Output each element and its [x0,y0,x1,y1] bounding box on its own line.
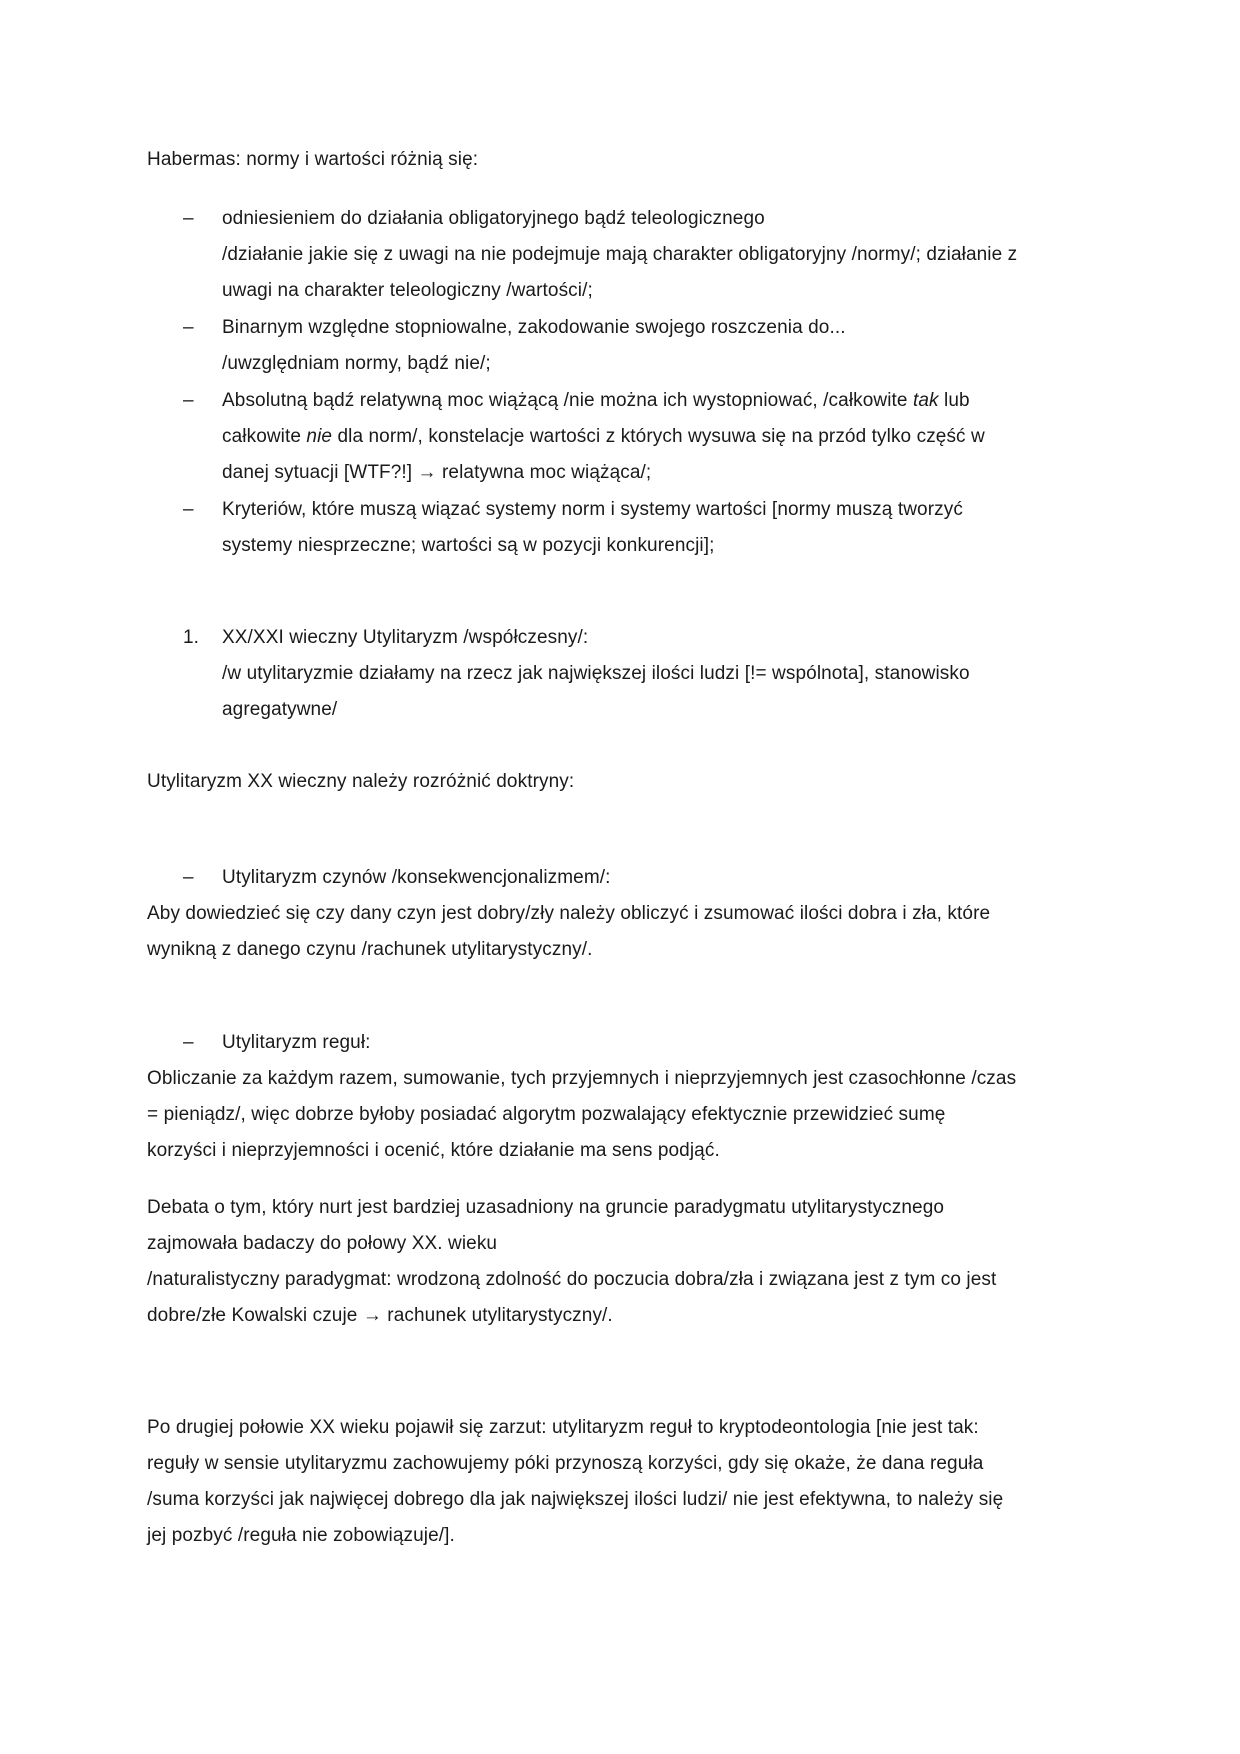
paragraph-5-line-2: reguły w sensie utylitaryzmu zachowujemy póki przynoszą korzyści, gdy się okaże, że dana reguła [147,1453,984,1474]
bullet-3-line-1: Absolutną bądź relatywną moc wiążącą /nie można ich wystopniować, /całkowite tak lub [222,390,970,411]
numbered-1-line-3: agregatywne/ [222,699,338,720]
bullet-6: Utylitaryzm reguł: [222,1032,371,1053]
dash-marker: – [183,317,194,338]
bullet-1-line-1: odniesieniem do działania obligatoryjnego bądź teleologicznego [222,208,765,229]
paragraph-2-line-1: Aby dowiedzieć się czy dany czyn jest dobry/zły należy obliczyć i zsumować ilości dobra i zła, które [147,903,991,924]
bullet-2-line-1: Binarnym względne stopniowalne, zakodowanie swojego roszczenia do... [222,317,846,338]
paragraph-4-line-4: dobre/złe Kowalski czuje → rachunek utylitarystyczny/. [147,1305,613,1326]
bullet-1-line-3: uwagi na charakter teleologiczny /wartości/; [222,280,593,301]
emphasis-nie: nie [306,426,333,447]
dash-marker: – [183,1032,194,1053]
dash-marker: – [183,867,194,888]
dash-marker: – [183,208,194,229]
paragraph-3-line-3: korzyści i nieprzyjemności i ocenić, które działanie ma sens podjąć. [147,1140,720,1161]
heading: Habermas: normy i wartości różnią się: [147,149,479,170]
paragraph-3-line-1: Obliczanie za każdym razem, sumowanie, tych przyjemnych i nieprzyjemnych jest czasochłonne /czas [147,1068,1017,1089]
paragraph-5-line-1: Po drugiej połowie XX wieku pojawił się zarzut: utylitaryzm reguł to kryptodeontologia [nie jest tak: [147,1417,979,1438]
paragraph-4-line-2: zajmowała badaczy do połowy XX. wieku [147,1233,498,1254]
paragraph-5-line-3: /suma korzyści jak najwięcej dobrego dla jak największej ilości ludzi/ nie jest efektywna, to należy się [147,1489,1004,1510]
emphasis-tak: tak [912,390,939,411]
bullet-1-line-2: /działanie jakie się z uwagi na nie podejmuje mają charakter obligatoryjny /normy/; działanie z [222,244,1018,265]
paragraph-5-line-4: jej pozbyć /reguła nie zobowiązuje/]. [147,1525,455,1546]
dash-marker: – [183,499,194,520]
bullet-4-line-2: systemy niesprzeczne; wartości są w pozycji konkurencji]; [222,535,715,556]
paragraph-4-line-1: Debata o tym, który nurt jest bardziej uzasadniony na gruncie paradygmatu utylitarystycznego [147,1197,945,1218]
list-number: 1. [183,627,200,648]
bullet-5: Utylitaryzm czynów /konsekwencjonalizmem/: [222,867,611,888]
numbered-1-line-2: /w utylitaryzmie działamy na rzecz jak największej ilości ludzi [!= wspólnota], stanowisko [222,663,970,684]
bullet-2-line-2: /uwzględniam normy, bądź nie/; [222,353,491,374]
bullet-3-line-2: całkowite nie dla norm/, konstelacje wartości z których wysuwa się na przód tylko część w [222,426,985,447]
paragraph-3-line-2: = pieniądz/, więc dobrze byłoby posiadać algorytm pozwalający efektycznie przewidzieć sumę [147,1104,946,1125]
bullet-3-line-3: danej sytuacji [WTF?!] → relatywna moc wiążąca/; [222,462,652,483]
bullet-4-line-1: Kryteriów, które muszą wiązać systemy norm i systemy wartości [normy muszą tworzyć [222,499,963,520]
paragraph-2-line-2: wynikną z danego czynu /rachunek utylitarystyczny/. [147,939,593,960]
paragraph-1: Utylitaryzm XX wieczny należy rozróżnić doktryny: [147,771,575,792]
paragraph-4-line-3: /naturalistyczny paradygmat: wrodzoną zdolność do poczucia dobra/zła i związana jest z tym co jest [147,1269,997,1290]
dash-marker: – [183,390,194,411]
numbered-1-line-1: XX/XXI wieczny Utylitaryzm /współczesny/: [222,627,589,648]
